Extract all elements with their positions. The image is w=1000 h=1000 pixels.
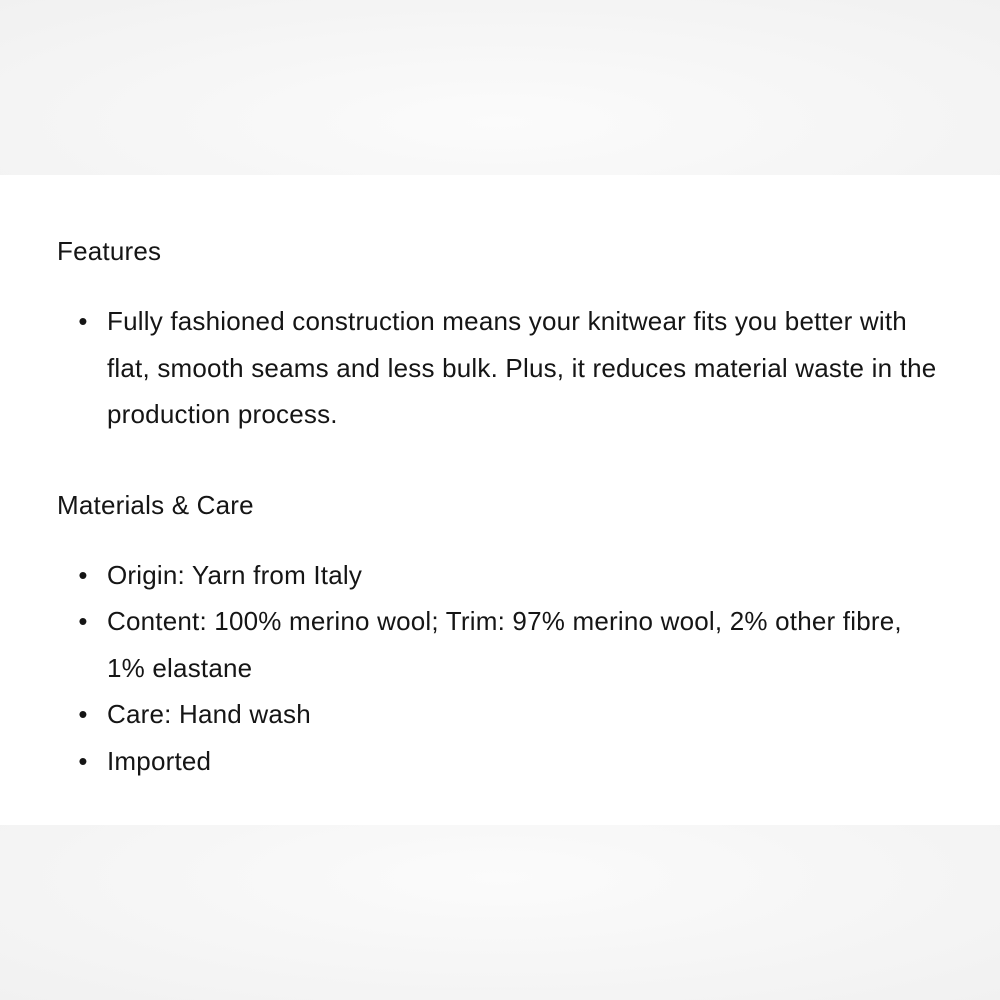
bullet-icon: • — [78, 306, 88, 336]
materials-care-heading: Materials & Care — [57, 489, 254, 520]
feature-text: Fully fashioned construction means your knitwear fits you better with flat, smooth seams and less bulk. Plus, it reduces material waste in the production process. — [107, 306, 937, 429]
list-item — [57, 552, 937, 599]
bullet-icon: • — [78, 699, 88, 729]
bullet-icon: • — [78, 559, 88, 590]
origin-text: Origin: Yarn from Italy — [107, 559, 363, 590]
features-heading: Features — [57, 236, 162, 266]
bottom-backdrop — [0, 825, 1000, 1000]
features-list — [57, 298, 937, 438]
list-item — [57, 738, 937, 785]
materials-care-list — [57, 552, 937, 785]
content-text: Content: 100% merino wool; Trim: 97% merino wool, 2% other fibre, 1% elastane — [107, 606, 902, 683]
bullet-icon: • — [78, 745, 88, 776]
bullet-icon: • — [78, 606, 88, 636]
product-details-content — [57, 233, 937, 784]
care-text: Care: Hand wash — [107, 699, 311, 729]
imported-text: Imported — [107, 745, 212, 776]
list-item — [57, 298, 937, 438]
top-backdrop — [0, 0, 1000, 175]
list-item — [57, 691, 937, 738]
list-item — [57, 598, 937, 691]
